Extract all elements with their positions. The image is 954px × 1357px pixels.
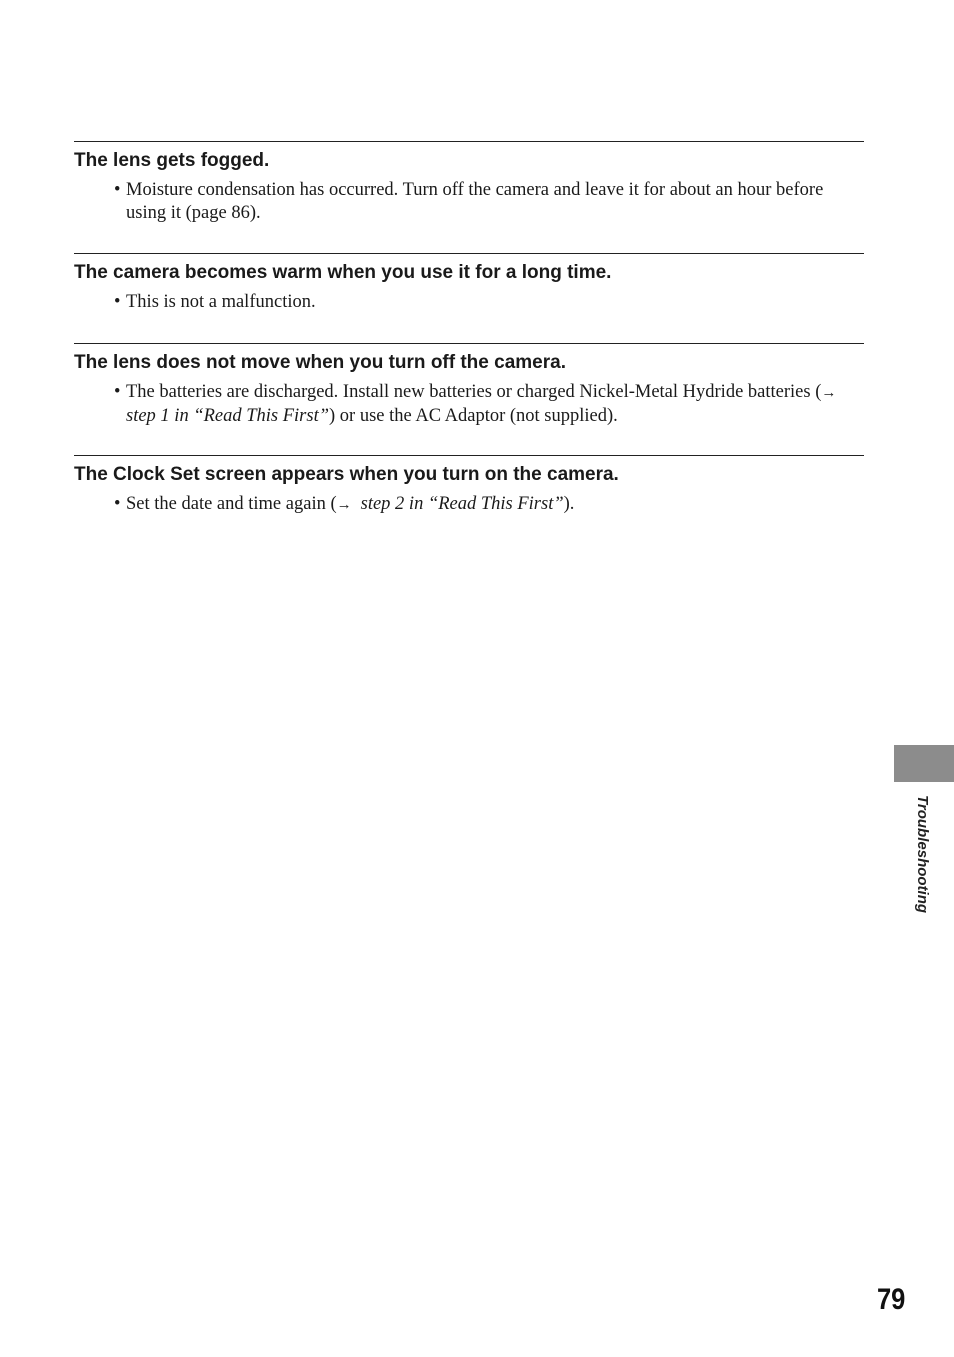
bullet-item bbox=[74, 493, 864, 517]
arrow-icon: → bbox=[336, 497, 352, 513]
section-clock-set bbox=[74, 455, 864, 517]
bullet-dot: • bbox=[114, 292, 121, 312]
side-tab-label: Troubleshooting bbox=[914, 795, 931, 914]
bullet-text-tail: ) or use the AC Adaptor (not supplied). bbox=[329, 405, 618, 426]
section-camera-warm bbox=[74, 253, 864, 314]
section-heading: The Clock Set screen appears when you turn on the camera. bbox=[74, 464, 619, 485]
bullet-text: Moisture condensation has occurred. Turn off the camera and leave it for about an hour before using it (page 86). bbox=[126, 180, 824, 223]
section-heading: The lens does not move when you turn off the camera. bbox=[74, 352, 566, 373]
bullet-dot: • bbox=[114, 494, 121, 514]
section-heading: The camera becomes warm when you use it for a long time. bbox=[74, 262, 612, 283]
section-lens-fogged bbox=[74, 141, 864, 224]
section-lens-not-move bbox=[74, 343, 864, 427]
bullet-item bbox=[74, 179, 864, 224]
bullet-dot: • bbox=[114, 382, 121, 402]
arrow-icon: → bbox=[821, 385, 837, 401]
bullet-text: The batteries are discharged. Install new batteries or charged Nickel-Metal Hydride batteries ( bbox=[126, 382, 822, 402]
side-tab-marker bbox=[894, 745, 954, 782]
cross-reference: step 2 in “Read This First” bbox=[360, 494, 564, 514]
page-number: 79 bbox=[877, 1283, 906, 1316]
bullet-text: Set the date and time again ( bbox=[126, 494, 337, 514]
bullet-item bbox=[74, 381, 864, 427]
bullet-dot: • bbox=[114, 180, 121, 200]
bullet-text-tail: ). bbox=[563, 494, 575, 514]
section-heading: The lens gets fogged. bbox=[74, 150, 270, 171]
bullet-text: This is not a malfunction. bbox=[126, 292, 316, 312]
bullet-item bbox=[74, 291, 864, 314]
cross-reference: step 1 in “Read This First” bbox=[126, 405, 330, 426]
